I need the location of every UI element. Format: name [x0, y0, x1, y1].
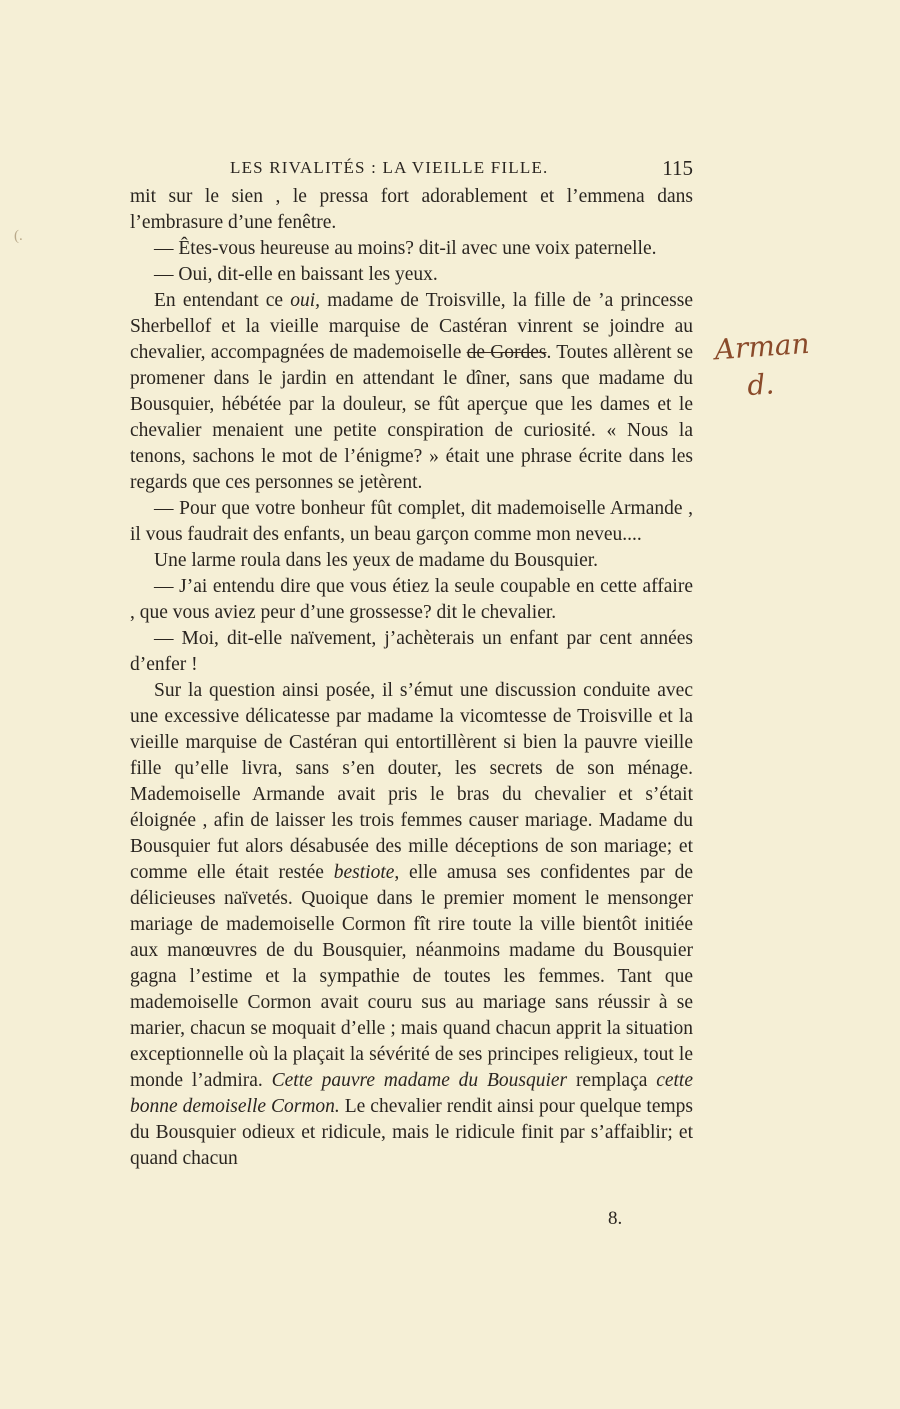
text-run: , elle amusa ses confidentes par de délicieuses naïvetés. Quoique dans le premier moment le mensonger mariage de mademoiselle Cormon fît rire toute la ville bientôt initiée aux manœuvres de du Bousquier, néanmoins madame du Bousquier gagna l’estime et la sympathie de toutes les femmes. Tant que mademoiselle Cormon avait couru sus au mariage sans réussir à se marier, chacun se moquait d’elle ; mais quand chacun apprit la situation exceptionnelle où la plaçait la sévérité de ses principes religieux, tout le monde l’admira.: [130, 862, 693, 1091]
paragraph: [130, 678, 693, 1172]
paragraph: [130, 574, 693, 626]
text-run: — Êtes-vous heureuse au moins? dit-il avec une voix paternelle.: [154, 238, 657, 259]
handwritten-margin-note: [713, 325, 813, 407]
text-run: — Pour que votre bonheur fût complet, dit mademoiselle Armande , il vous faudrait des enfants, un beau garçon comme mon neveu....: [130, 498, 693, 545]
paragraph: [130, 626, 693, 678]
text-run: — Moi, dit-elle naïvement, j’achèterais un enfant par cent années d’enfer !: [130, 628, 693, 675]
italic-text: oui,: [290, 290, 321, 311]
italic-text: Cette pauvre madame du Bousquier: [271, 1070, 568, 1091]
text-run: Sur la question ainsi posée, il s’émut une discussion conduite avec une excessive délicatesse par madame la vicomtesse de Troisville et la vieille marquise de Castéran qui entortillèrent si bien la pauvre vieille fille qu’elle livra, sans s’en douter, les secrets de son ménage. Mademoiselle Armande avait pris le bras du chevalier et s’était éloignée , afin de laisser les trois femmes causer mariage. Madame du Bousquier fut alors désabusée des mille déceptions de son mariage; et comme elle était restée: [130, 680, 693, 883]
text-run: Une larme roula dans les yeux de madame du Bousquier.: [154, 550, 599, 571]
italic-text: bestiote: [333, 862, 395, 883]
margin-note-line1: Arman: [713, 326, 811, 367]
paragraph: [130, 548, 693, 574]
text-run: Le chevalier rendit ainsi pour quelque temps du Bousquier odieux et ridicule, mais le ridicule finit par s’affaiblir; et quand chacun: [130, 1096, 693, 1169]
paragraph: [130, 262, 693, 288]
margin-note-line2: d.: [746, 367, 776, 403]
signature-mark: 8.: [608, 1208, 623, 1229]
text-run: En entendant ce: [154, 290, 291, 311]
text-run: madame de Troisville, la fille de ’a princesse Sherbellof et la vieille marquise de Castéran vinrent se joindre au chevalier, accompagnées de mademoiselle: [130, 290, 693, 363]
text-run: — J’ai entendu dire que vous étiez la seule coupable en cette affaire , que vous aviez peur d’une grossesse? dit le chevalier.: [130, 576, 693, 623]
body-text: [130, 184, 693, 1172]
paragraph: [130, 236, 693, 262]
text-run: — Oui, dit-elle en baissant les yeux.: [154, 264, 438, 285]
paragraph: [130, 184, 693, 236]
text-run: mit sur le sien , le pressa fort adorablement et l’emmena dans l’embrasure d’une fenêtre.: [130, 186, 693, 233]
running-title: LES RIVALITÉS : LA VIEILLE FILLE.: [230, 158, 549, 177]
italic-text: cette bonne demoiselle Cormon.: [130, 1070, 694, 1117]
text-run: remplaça: [567, 1070, 657, 1091]
left-margin-mark: (.: [14, 228, 23, 244]
struck-text: de Gordes: [466, 342, 547, 363]
page-number: 115: [662, 156, 693, 180]
text-run: . Toutes allèrent se promener dans le jardin en attendant le dîner, sans que madame du Bousquier, hébétée par la douleur, se fût aperçue que les dames et le chevalier menaient une petite conspiration de curiosité. « Nous la tenons, sachons le mot de l’énigme? » était une phrase écrite dans les regards que ces personnes se jetèrent.: [130, 342, 693, 493]
paragraph: [130, 288, 693, 496]
paragraph: [130, 496, 693, 548]
